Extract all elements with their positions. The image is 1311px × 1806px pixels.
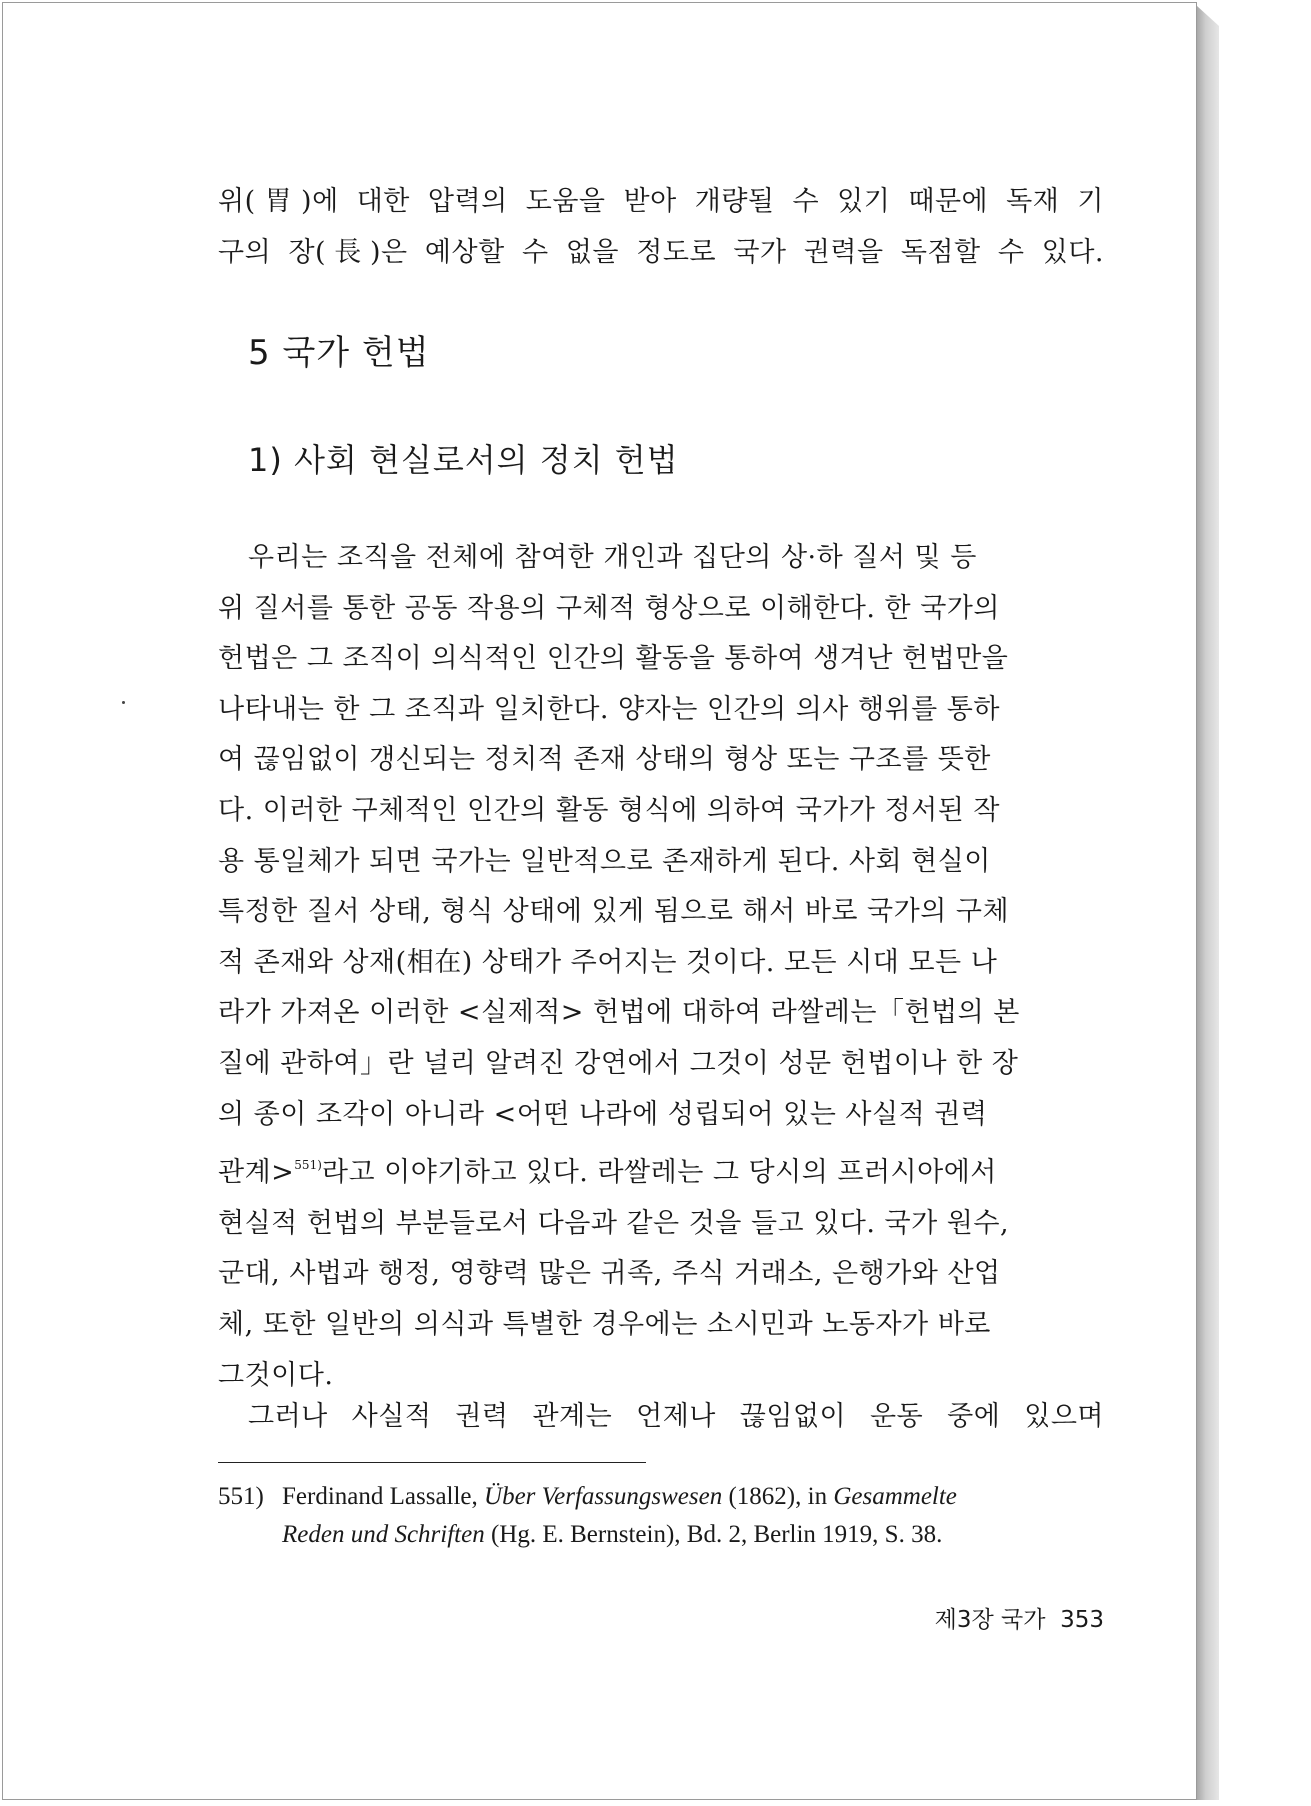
para1-line-11: 질에 관하여」란 널리 알려진 강연에서 그것이 성문 헌법이나 한 장 — [218, 1047, 1019, 1079]
para1-line-7: 용 통일체가 되면 국가는 일반적으로 존재하게 된다. 사회 현실이 — [218, 845, 991, 877]
para1-line-2: 위 질서를 통한 공동 작용의 구체적 형상으로 이해한다. 한 국가의 — [218, 592, 1000, 624]
page-edge-shadow — [1197, 6, 1219, 1800]
section-heading: 5 국가 헌법 — [248, 333, 430, 373]
para1-line-3: 헌법은 그 조직이 의식적인 인간의 활동을 통하여 생겨난 헌법만을 — [218, 643, 1009, 675]
para1-line-4: 나타내는 한 그 조직과 일치한다. 양자는 인간의 의사 행위를 통하 — [218, 693, 1000, 725]
para1-line-8: 특정한 질서 상태, 형식 상태에 있게 됨으로 해서 바로 국가의 구체 — [218, 896, 1010, 928]
footnote-author: Ferdinand Lassalle, — [282, 1483, 478, 1510]
footnote-number: 551) — [218, 1483, 264, 1510]
footnote-line-1 — [218, 1478, 1104, 1516]
para1-line-15: 군대, 사법과 행정, 영향력 많은 귀족, 주식 거래소, 은행가와 산업 — [218, 1258, 1001, 1290]
para1-line-17: 그것이다. — [218, 1359, 334, 1391]
para1-line-12: 의 종이 조각이 아니라 <어떤 나라에 성립되어 있는 사실적 권력 — [218, 1098, 988, 1130]
footnote-divider — [218, 1462, 646, 1463]
footnote-title: Über Verfassungswesen — [484, 1483, 723, 1510]
para1-line-16: 체, 또한 일반의 의식과 특별한 경우에는 소시민과 노동자가 바로 — [218, 1308, 991, 1340]
para1-line-5: 여 끊임없이 갱신되는 정치적 존재 상태의 형상 또는 구조를 뜻한 — [218, 744, 991, 776]
footnote-details: (Hg. E. Bernstein), Bd. 2, Berlin 1919, S. 38. — [490, 1521, 943, 1548]
footnote-reference[interactable]: 551) — [294, 1158, 322, 1173]
body-paragraph-2 — [218, 1392, 1104, 1443]
footer-chapter: 제3장 국가 — [934, 1607, 1046, 1633]
para1-line-14: 현실적 헌법의 부분들로서 다음과 같은 것을 들고 있다. 국가 원수, — [218, 1207, 1010, 1239]
intro-line-2: 구의 장(長)은 예상할 수 없을 정도로 국가 권력을 독점할 수 있다. — [218, 236, 1104, 268]
para1-line-1: 우리는 조직을 전체에 참여한 개인과 집단의 상·하 질서 및 등 — [248, 542, 977, 573]
scan-speck — [122, 701, 125, 704]
para1-line-9: 적 존재와 상재(相在) 상태가 주어지는 것이다. 모든 시대 모든 나 — [218, 946, 998, 978]
para1-line-13-start: 관계> — [218, 1157, 295, 1189]
page-footer — [888, 1601, 1104, 1634]
footnote-collection-2: Reden und Schriften — [282, 1521, 485, 1548]
footnote-551 — [218, 1478, 1104, 1554]
para1-line-13 — [218, 1140, 1104, 1199]
para2-line-1: 그러나 사실적 권력 관계는 언제나 끊임없이 운동 중에 있으며 — [248, 1401, 1104, 1432]
para1-line-13-end: 라고 이야기하고 있다. 라쌀레는 그 당시의 프러시아에서 — [321, 1157, 997, 1189]
footnote-line-2 — [218, 1516, 1104, 1554]
intro-line-1: 위(胃)에 대한 압력의 도움을 받아 개량될 수 있기 때문에 독재 기 — [218, 186, 1104, 217]
body-paragraph-1 — [218, 533, 1104, 1401]
page-number: 353 — [1060, 1607, 1104, 1633]
para1-line-10: 라가 가져온 이러한 <실제적> 헌법에 대하여 라쌀레는「헌법의 본 — [218, 997, 1020, 1029]
footnote-collection-1: Gesammelte — [833, 1483, 957, 1510]
book-page — [2, 2, 1197, 1800]
para1-line-6: 다. 이러한 구체적인 인간의 활동 형식에 의하여 국가가 정서된 작 — [218, 794, 1000, 826]
subsection-heading: 1) 사회 현실로서의 정치 헌법 — [248, 441, 679, 479]
footnote-year: (1862), in — [728, 1483, 828, 1510]
intro-paragraph — [218, 177, 1104, 278]
